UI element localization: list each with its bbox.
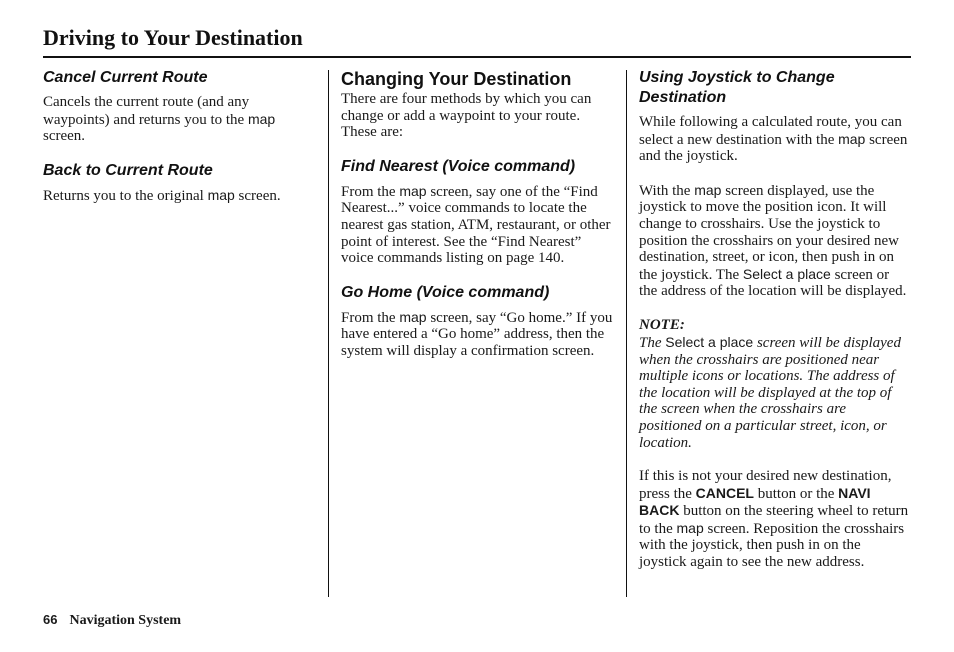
screen-name-map: map (838, 130, 866, 147)
footer-title: Navigation System (69, 613, 182, 628)
screen-name-map: map (247, 110, 276, 127)
text-run: Returns you to the original (43, 187, 208, 204)
screen-name-select-a-place: Select a place (742, 265, 831, 282)
text-run: From the (341, 309, 400, 326)
text-run: screen and the joystick. (639, 131, 908, 165)
text-run: Cancels the current route (and any waypoints) and returns you to the (43, 94, 250, 128)
page-title: Driving to Your Destination (43, 25, 303, 50)
button-name-cancel: CANCEL (695, 484, 754, 501)
title-rule (43, 56, 911, 58)
column-divider (328, 70, 329, 597)
text-run: screen or the address of the location will be displayed. (639, 266, 907, 300)
text-run: While following a calculated route, you can select a new destination with the (639, 114, 902, 148)
text-run: screen. (43, 128, 86, 145)
screen-name-map: map (676, 519, 704, 536)
text-run: screen displayed, use the joystick to move the position icon. It will change to crosshairs. Use the joystick to position the crosshairs on your desired new destination, street, or icon, then push in on the joystick. The (639, 182, 899, 283)
column-left (43, 68, 318, 204)
joystick-intro-text (639, 114, 911, 165)
text-run: button on the steering wheel to return to the (639, 503, 909, 537)
text-run: From the (341, 183, 400, 200)
column-middle (341, 68, 616, 360)
text-run: screen. Reposition the crosshairs with the joystick, then push in on the joystick again to see the new address. (639, 520, 905, 571)
find-nearest-text (341, 183, 616, 267)
section-heading-changing-destination: Changing Your Destination (341, 69, 572, 89)
screen-name-map: map (694, 181, 722, 198)
button-name-navi-back: NAVI BACK (639, 484, 871, 519)
joystick-instructions-text (639, 182, 911, 300)
text-run: With the (639, 182, 695, 199)
screen-name-map: map (399, 308, 427, 325)
reposition-text (639, 468, 911, 571)
screen-name-select-a-place: Select a place (665, 333, 754, 350)
text-run: The (639, 334, 666, 351)
cancel-route-text (43, 94, 318, 145)
section-heading-back-route: Back to Current Route (43, 161, 213, 179)
section-heading-using-joystick: Using Joystick to Change Destination (639, 69, 835, 106)
section-heading-go-home: Go Home (Voice command) (341, 283, 550, 301)
text-run: screen. (234, 187, 281, 204)
screen-name-map: map (399, 182, 427, 199)
column-right (639, 68, 911, 571)
text-run: button or the (754, 485, 839, 502)
text-run: screen, say “Go home.” If you have entered a “Go home” address, then the system will display a confirmation screen. (341, 309, 613, 359)
page-number: 66 (43, 612, 58, 627)
note-text (639, 334, 911, 451)
note-label: NOTE: (639, 316, 685, 333)
screen-name-map: map (207, 186, 235, 203)
back-route-text (43, 187, 318, 205)
page-footer (43, 611, 181, 629)
go-home-text (341, 309, 616, 360)
text-run: screen will be displayed when the crosshairs are positioned near multiple icons or locations. The address of the location will be displayed at the top of the screen when the crosshairs are positioned on a particular street, icon, or location. (639, 334, 901, 451)
section-heading-cancel-route: Cancel Current Route (43, 69, 208, 86)
changing-intro-text: There are four methods by which you can change or add a waypoint to your route. These are: (341, 91, 592, 141)
text-run: screen, say one of the “Find Nearest...” voice commands to locate the nearest gas station, ATM, restaurant, or other point of interest. See the “Find Nearest” voice commands listing on page 140. (341, 183, 611, 267)
section-heading-find-nearest: Find Nearest (Voice command) (341, 157, 576, 175)
text-run: If this is not your desired new destination, press the (639, 468, 892, 502)
column-divider (626, 70, 627, 597)
